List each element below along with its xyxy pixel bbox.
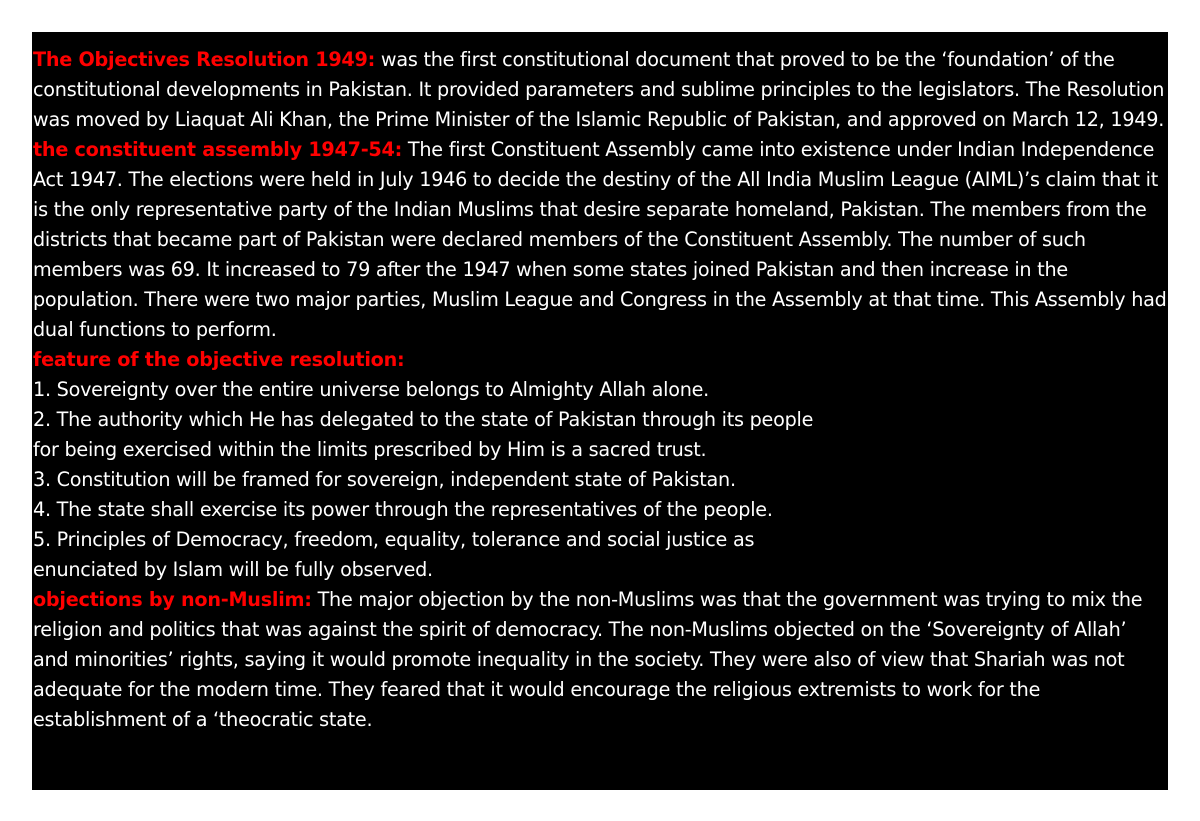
feature-item-3-line-1: 3. Constitution will be framed for sovereign, independent state of Pakistan. [33, 468, 736, 491]
constituent-assembly-text: The first Constituent Assembly came into existence under Indian Independence Act 1947. The elections were held in July 1946 to decide the destiny of the All India Muslim League (AIML)’s claim that it is the only representative party of the Indian Muslims that desire separate homeland, Pakistan. The members from the districts that became part of Pakistan were declared members of the Constituent Assembly. The number of such members was 69. It increased to 79 after the 1947 when some states joined Pakistan and then increase in the population. There were two major parties, Muslim League and Congress in the Assembly at that time. This Assembly had dual functions to perform. [33, 138, 1167, 341]
objections-heading: objections by non-Muslim: [33, 588, 312, 611]
feature-item-5-line-2: enunciated by Islam will be fully observed. [33, 558, 433, 581]
objectives-resolution-heading: The Objectives Resolution 1949: [33, 48, 376, 71]
objectives-resolution-paragraph [33, 45, 1167, 135]
feature-item-5-line-1: 5. Principles of Democracy, freedom, equality, tolerance and social justice as [33, 528, 755, 551]
constituent-assembly-paragraph [33, 135, 1167, 345]
objections-text: The major objection by the non-Muslims was that the government was trying to mix the religion and politics that was against the spirit of democracy. The non-Muslims objected on the ‘Sovereignty of Allah’ and minorities’ rights, saying it would promote inequality in the society. They were also of view that Shariah was not adequate for the modern time. They feared that it would encourage the religious extremists to work for the establishment of a ‘theocratic state. [33, 588, 1143, 731]
feature-item-4-line-1: 4. The state shall exercise its power through the representatives of the people. [33, 498, 773, 521]
features-heading: feature of the objective resolution: [33, 348, 405, 371]
feature-item-1-line-1: 1. Sovereignty over the entire universe belongs to Almighty Allah alone. [33, 378, 710, 401]
document-slide [32, 32, 1168, 790]
objections-paragraph [33, 585, 1167, 735]
document-body [33, 45, 1167, 735]
feature-item-2-line-1: 2. The authority which He has delegated to the state of Pakistan through its people [33, 408, 814, 431]
feature-item-2-line-2: for being exercised within the limits prescribed by Him is a sacred trust. [33, 438, 707, 461]
objectives-resolution-text: was the first constitutional document that proved to be the ‘foundation’ of the constitutional developments in Pakistan. It provided parameters and sublime principles to the legislators. The Resolution was moved by Liaquat Ali Khan, the Prime Minister of the Islamic Republic of Pakistan, and approved on March 12, 1949. [33, 48, 1165, 131]
constituent-assembly-heading: the constituent assembly 1947-54: [33, 138, 403, 161]
features-section [33, 345, 1167, 585]
